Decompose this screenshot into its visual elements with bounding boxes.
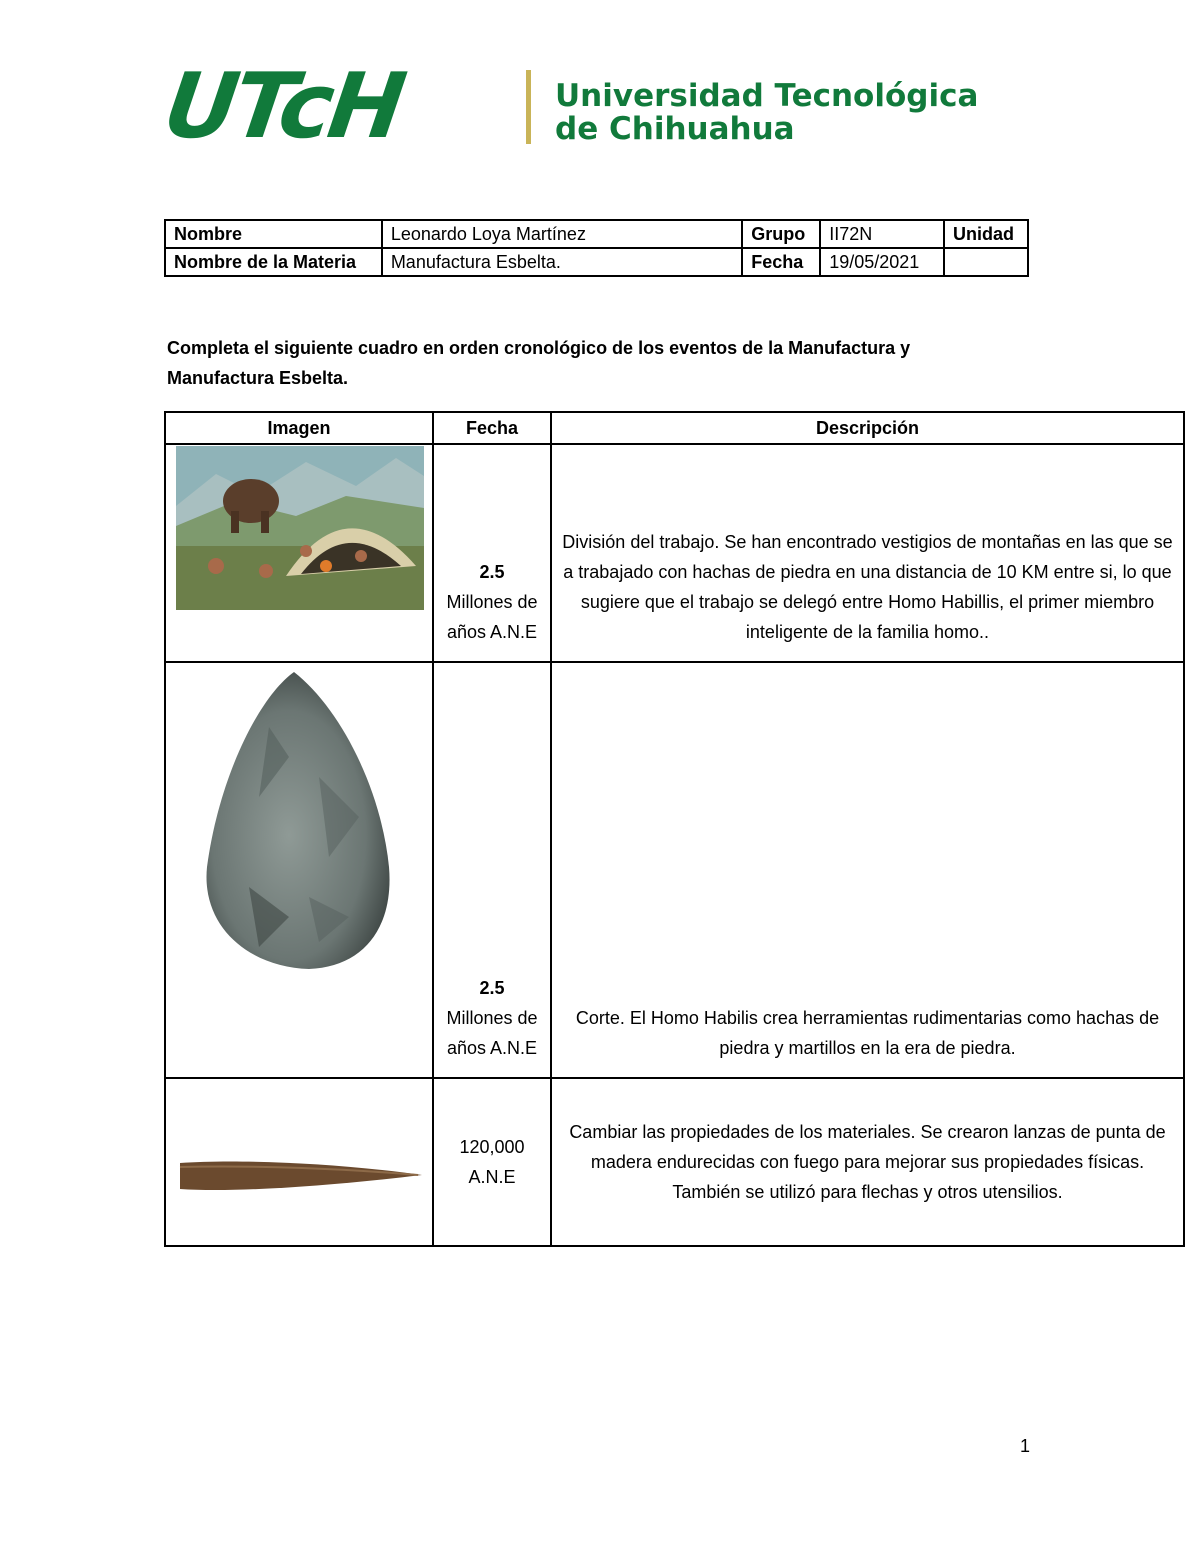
description-cell	[551, 662, 1184, 1078]
header-descripcion: Descripción	[551, 412, 1184, 444]
description-cell	[551, 1078, 1184, 1246]
nombre-label: Nombre	[165, 220, 382, 248]
timeline-table	[164, 411, 1185, 1247]
page-number: 1	[1020, 1436, 1031, 1456]
grupo-value: II72N	[820, 220, 944, 248]
date-text: Millones de años A.N.E	[446, 592, 538, 642]
hand-axe-image	[165, 662, 433, 1078]
logo-text	[555, 80, 978, 146]
description-text: Corte. El Homo Habilis crea herramientas rudimentarias como hachas de piedra y martillos en la era de piedra.	[575, 1008, 1160, 1058]
wooden-spear-image	[165, 1078, 433, 1246]
description-cell	[551, 444, 1184, 662]
wooden-spear-illustration	[178, 1153, 426, 1197]
description-text: División del trabajo. Se han encontrado vestigios de montañas en las que se a trabajado con hachas de piedra en una distancia de 10 KM entre si, lo que sugiere que el trabajo se delegó entre Homo Habillis, el primer miembro inteligente de la familia homo..	[562, 532, 1173, 642]
prehistoric-camp-image	[165, 444, 433, 662]
fecha-label: Fecha	[742, 248, 820, 276]
grupo-label: Grupo	[742, 220, 820, 248]
logo-line-1: Universidad Tecnológica	[555, 78, 979, 114]
date-text: 120,000 A.N.E	[459, 1137, 525, 1187]
date-cell	[433, 1078, 551, 1246]
table-row	[165, 444, 1184, 662]
table-header-row	[165, 412, 1184, 444]
description-text: Cambiar las propiedades de los materiales. Se crearon lanzas de punta de madera endurecidas con fuego para mejorar sus propiedades físicas. También se utilizó para flechas y otros utensilios.	[569, 1122, 1166, 1202]
date-text: Millones de años A.N.E	[446, 1008, 538, 1058]
date-number: 2.5	[479, 978, 505, 998]
info-table	[164, 219, 1029, 277]
date-cell	[433, 444, 551, 662]
logo-divider	[526, 70, 531, 144]
table-row	[165, 1078, 1184, 1246]
date-cell	[433, 662, 551, 1078]
materia-value: Manufactura Esbelta.	[382, 248, 742, 276]
nombre-value: Leonardo Loya Martínez	[382, 220, 742, 248]
logo-line-2: de Chihuahua	[555, 111, 795, 147]
unidad-label: Unidad	[944, 220, 1028, 248]
logo-mark: UTcH	[157, 54, 408, 159]
fecha-value: 19/05/2021	[820, 248, 944, 276]
date-number: 2.5	[479, 562, 505, 582]
hand-axe-illustration	[199, 667, 399, 977]
prehistoric-camp-illustration	[176, 446, 424, 610]
materia-label: Nombre de la Materia	[165, 248, 382, 276]
unidad-value	[944, 248, 1028, 276]
header-fecha: Fecha	[433, 412, 551, 444]
header-imagen: Imagen	[165, 412, 433, 444]
instructions: Completa el siguiente cuadro en orden cronológico de los eventos de la Manufactura y Manufactura Esbelta.	[167, 338, 911, 388]
table-row	[165, 662, 1184, 1078]
